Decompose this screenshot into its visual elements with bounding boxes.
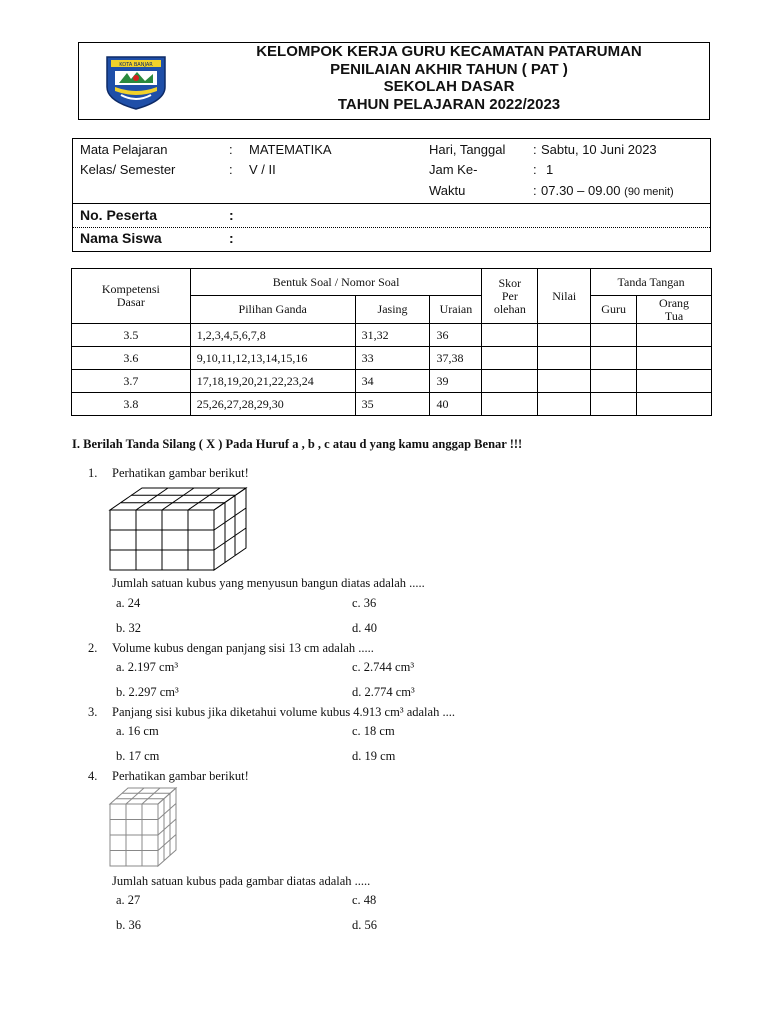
question-2-number: 2. xyxy=(88,641,98,655)
kelas-label: Kelas/ Semester xyxy=(80,162,176,177)
emblem-text: KOTA BANJAR xyxy=(119,62,153,68)
skor-cell[interactable] xyxy=(482,324,538,347)
jam-label: Jam Ke- xyxy=(429,162,478,177)
skor-header: Skor Per olehan xyxy=(482,269,538,324)
guru-header: Guru xyxy=(591,296,637,324)
nilai-cell[interactable] xyxy=(538,370,591,393)
question-2-option-b[interactable]: b. 2.297 cm³ xyxy=(116,685,179,699)
question-4-option-a[interactable]: a. 27 xyxy=(116,893,141,907)
guru-cell[interactable] xyxy=(591,370,637,393)
question-3-option-b[interactable]: b. 17 cm xyxy=(116,749,160,763)
question-1-prompt: Jumlah satuan kubus yang menyusun bangun diatas adalah ..... xyxy=(112,576,425,590)
table-row xyxy=(72,393,712,416)
mapel-colon: : xyxy=(229,142,233,157)
question-2-option-a[interactable]: a. 2.197 cm³ xyxy=(116,660,179,674)
info-divider xyxy=(73,203,710,204)
pg-cell: 9,10,11,12,13,14,15,16 xyxy=(190,347,355,370)
kd-cell: 3.5 xyxy=(72,324,191,347)
guru-cell[interactable] xyxy=(591,347,637,370)
pg-cell: 1,2,3,4,5,6,7,8 xyxy=(190,324,355,347)
question-1-text: Perhatikan gambar berikut! xyxy=(112,466,249,480)
kd-header: Kompetensi Dasar xyxy=(72,269,191,324)
question-1-option-a[interactable]: a. 24 xyxy=(116,596,141,610)
header-line-4: TAHUN PELAJARAN 2022/2023 xyxy=(337,95,561,113)
question-1-option-c[interactable]: c. 36 xyxy=(352,596,377,610)
peserta-colon: : xyxy=(229,207,234,223)
jam-colon: : xyxy=(533,162,537,177)
exam-info-box xyxy=(72,138,711,252)
header-title xyxy=(199,43,699,113)
uraian-cell: 39 xyxy=(430,370,482,393)
kelas-value: V / II xyxy=(249,162,276,177)
nilai-cell[interactable] xyxy=(538,393,591,416)
jasing-header: Jasing xyxy=(355,296,430,324)
exam-header xyxy=(78,42,710,120)
guru-cell[interactable] xyxy=(591,324,637,347)
mapel-value: MATEMATIKA xyxy=(249,142,332,157)
ortu-header: Orang Tua xyxy=(637,296,712,324)
question-4-option-b[interactable]: b. 36 xyxy=(116,918,141,932)
ortu-cell[interactable] xyxy=(637,393,712,416)
nama-label: Nama Siswa xyxy=(80,230,162,246)
tanda-tangan-header: Tanda Tangan xyxy=(591,269,712,296)
header-line-1: KELOMPOK KERJA GURU KECAMATAN PATARUMAN xyxy=(256,43,642,60)
question-3-option-d[interactable]: d. 19 cm xyxy=(352,749,396,763)
question-1-option-d[interactable]: d. 40 xyxy=(352,621,377,635)
waktu-label: Waktu xyxy=(429,183,466,198)
dotted-divider xyxy=(73,227,710,228)
header-line-3: SEKOLAH DASAR xyxy=(383,78,515,95)
table-row xyxy=(72,324,712,347)
question-1-option-b[interactable]: b. 32 xyxy=(116,621,141,635)
question-3-number: 3. xyxy=(88,705,98,719)
jasing-cell: 35 xyxy=(355,393,430,416)
uraian-cell: 37,38 xyxy=(430,347,482,370)
nilai-cell[interactable] xyxy=(538,347,591,370)
skor-cell[interactable] xyxy=(482,393,538,416)
question-2-option-c[interactable]: c. 2.744 cm³ xyxy=(352,660,415,674)
question-3-option-c[interactable]: c. 18 cm xyxy=(352,724,395,738)
guru-cell[interactable] xyxy=(591,393,637,416)
question-3-text: Panjang sisi kubus jika diketahui volume kubus 4.913 cm³ adalah .... xyxy=(112,705,455,719)
pg-cell: 17,18,19,20,21,22,23,24 xyxy=(190,370,355,393)
question-2-option-d[interactable]: d. 2.774 cm³ xyxy=(352,685,415,699)
kelas-colon: : xyxy=(229,162,233,177)
hari-colon: : xyxy=(533,142,537,157)
uraian-cell: 40 xyxy=(430,393,482,416)
question-4-option-d[interactable]: d. 56 xyxy=(352,918,377,932)
header-line-2: PENILAIAN AKHIR TAHUN ( PAT ) xyxy=(330,60,568,78)
question-4-option-c[interactable]: c. 48 xyxy=(352,893,377,907)
kd-cell: 3.8 xyxy=(72,393,191,416)
nilai-header: Nilai xyxy=(538,269,591,324)
question-2-text: Volume kubus dengan panjang sisi 13 cm adalah ..... xyxy=(112,641,374,655)
score-table xyxy=(71,268,712,416)
pg-cell: 25,26,27,28,29,30 xyxy=(190,393,355,416)
table-row xyxy=(72,370,712,393)
cuboid-figure-2 xyxy=(108,786,180,868)
table-row xyxy=(72,347,712,370)
bentuk-soal-header: Bentuk Soal / Nomor Soal xyxy=(190,269,482,296)
question-3-option-a[interactable]: a. 16 cm xyxy=(116,724,159,738)
hari-value: Sabtu, 10 Juni 2023 xyxy=(541,142,657,157)
skor-cell[interactable] xyxy=(482,370,538,393)
question-4-text: Perhatikan gambar berikut! xyxy=(112,769,249,783)
ortu-cell[interactable] xyxy=(637,324,712,347)
jasing-cell: 34 xyxy=(355,370,430,393)
question-1-number: 1. xyxy=(88,466,98,480)
pg-header: Pilihan Ganda xyxy=(190,296,355,324)
mapel-label: Mata Pelajaran xyxy=(80,142,168,157)
uraian-cell: 36 xyxy=(430,324,482,347)
waktu-colon: : xyxy=(533,183,537,198)
waktu-value xyxy=(541,183,674,198)
hari-label: Hari, Tanggal xyxy=(429,142,506,157)
nilai-cell[interactable] xyxy=(538,324,591,347)
ortu-cell[interactable] xyxy=(637,370,712,393)
kd-cell: 3.6 xyxy=(72,347,191,370)
peserta-label: No. Peserta xyxy=(80,207,158,223)
nama-colon: : xyxy=(229,230,234,246)
waktu-time: 07.30 – 09.00 xyxy=(541,183,621,198)
skor-cell[interactable] xyxy=(482,347,538,370)
uraian-header: Uraian xyxy=(430,296,482,324)
jasing-cell: 33 xyxy=(355,347,430,370)
jasing-cell: 31,32 xyxy=(355,324,430,347)
waktu-duration: (90 menit) xyxy=(624,186,674,198)
kd-cell: 3.7 xyxy=(72,370,191,393)
jam-value: 1 xyxy=(546,162,554,177)
banjar-city-emblem xyxy=(101,51,171,111)
cuboid-figure-1 xyxy=(108,486,268,572)
ortu-cell[interactable] xyxy=(637,347,712,370)
section-instruction: I. Berilah Tanda Silang ( X ) Pada Huruf a , b , c atau d yang kamu anggap Benar !!! xyxy=(72,437,523,451)
question-4-number: 4. xyxy=(88,769,98,783)
question-4-prompt: Jumlah satuan kubus pada gambar diatas adalah ..... xyxy=(112,874,371,888)
